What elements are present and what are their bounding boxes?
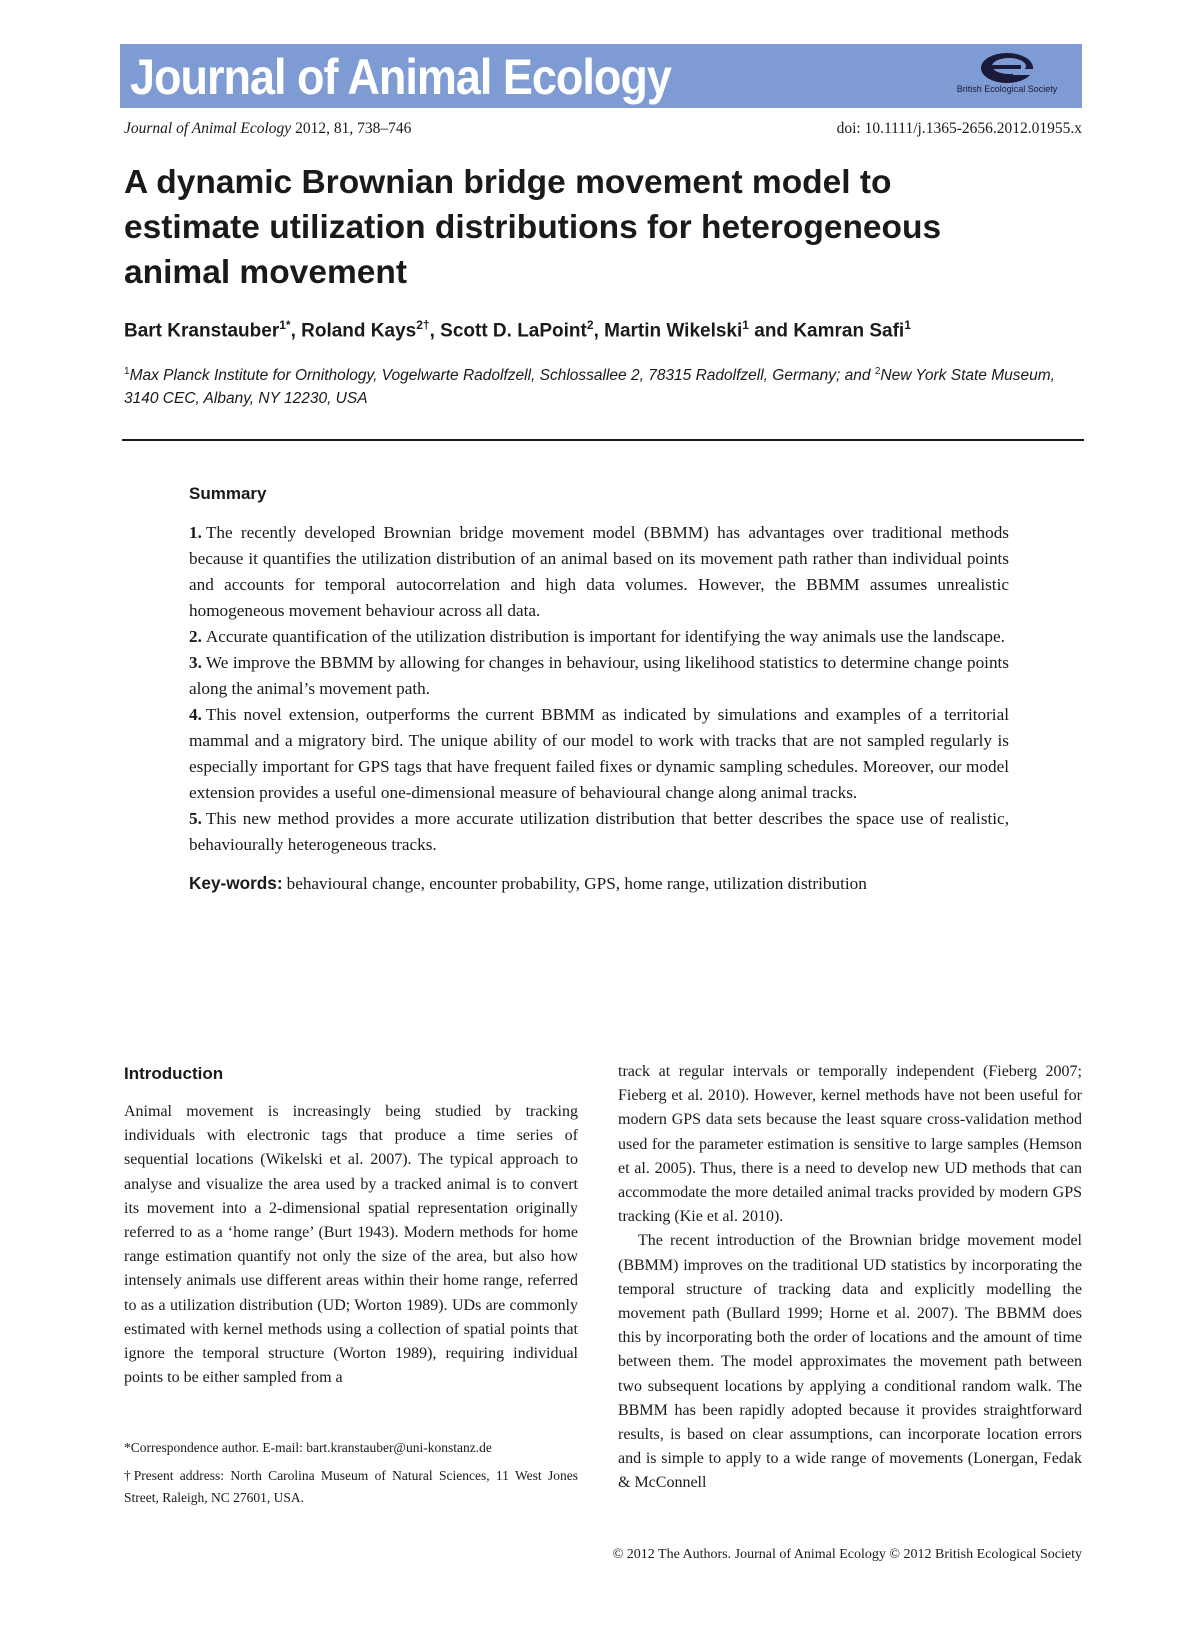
summary-item-text: This novel extension, outperforms the current BBMM as indicated by simulations and examples of a territorial mammal and a migratory bird. The unique ability of our model to work with tracks that are not sampled regularly is especially important for GPS tags that have frequent failed fixes or dynamic sampling schedules. Moreover, our model extension provides a useful one-dimensional measure of behavioural change along animal tracks. (189, 705, 1009, 802)
correspondence-footnote: *Correspondence author. E-mail: bart.kranstauber@uni-konstanz.de (124, 1440, 492, 1455)
journal-title: Journal of Animal Ecology (130, 48, 671, 106)
summary-item-text: Accurate quantification of the utilization distribution is important for identifying the way animals use the landscape. (205, 627, 1005, 646)
summary-item (189, 806, 1009, 858)
affiliation-mark-2: 2 (874, 366, 881, 377)
article-title: A dynamic Brownian bridge movement model to estimate utilization distributions for heterogeneous animal movement (124, 164, 942, 291)
affiliations (124, 360, 1084, 410)
summary-item-text: The recently developed Brownian bridge movement model (BBMM) has advantages over traditional methods because it quantifies the utilization distribution of an animal based on its movement path rather than individual points and accounts for temporal autocorrelation and high data volumes. However, the BBMM assumes unrealistic homogeneous movement behaviour across all data. (189, 523, 1009, 620)
author-name: Roland Kays (301, 320, 417, 342)
summary-section (189, 484, 1009, 897)
summary-item-number: 5. (189, 809, 202, 828)
citation-journal: Journal of Animal Ecology (124, 120, 292, 137)
summary-item-number: 2. (189, 627, 202, 646)
affiliation-text-2: New York State Museum, 3140 CEC, Albany, NY 12230, USA (124, 367, 1055, 408)
summary-item-number: 4. (189, 705, 202, 724)
affiliation-text-1: Max Planck Institute for Ornithology, Vogelwarte Radolfzell, Schlossallee 2, 78315 Radolfzell, Germany; and (129, 367, 875, 385)
copyright-footer: © 2012 The Authors. Journal of Animal Ecology © 2012 British Ecological Society (612, 1547, 1082, 1562)
author-affiliation-mark: 1* (279, 318, 291, 332)
affiliation-mark-1: 1 (124, 366, 130, 377)
summary-item (189, 650, 1009, 702)
keywords-text: behavioural change, encounter probability, GPS, home range, utilization distribution (286, 874, 867, 893)
summary-item (189, 624, 1009, 650)
author-separator: , (593, 320, 605, 342)
body-column-right (618, 1060, 1082, 1496)
body-column-left (124, 1064, 578, 1390)
footnotes (124, 1437, 578, 1515)
publisher-name: British Ecological Society (956, 84, 1058, 94)
publisher-logo (942, 50, 1072, 104)
introduction-paragraph-3: The recent introduction of the Brownian bridge movement model (BBMM) improves on the traditional UD statistics by incorporating the temporal structure of tracking data and explicitly modelling the movement path (Bullard 1999; Horne et al. 2007). The BBMM does this by incorporating both the order of locations and the amount of time between them. The model approximates the movement path between two subsequent locations by applying a conditional random walk. The BBMM has been rapidly adopted because it provides straightforward results, is based on clear assumptions, can incorporate location errors and is simple to apply to a wide range of movements (Lonergan, Fedak & McConnell (618, 1232, 1082, 1492)
summary-item (189, 520, 1009, 624)
author-affiliation-mark: 2† (416, 318, 430, 332)
doi: doi: 10.1111/j.1365-2656.2012.01955.x (836, 120, 1082, 137)
present-address-footnote: †Present address: North Carolina Museum of Natural Sciences, 11 West Jones Street, Raleigh, NC 27601, USA. (124, 1468, 578, 1505)
author-name: Kamran Safi (793, 320, 905, 342)
author-separator: and (748, 320, 794, 342)
author-separator: , (290, 320, 302, 342)
keywords-label: Key-words: (189, 873, 283, 893)
summary-item (189, 702, 1009, 806)
summary-item-text: This new method provides a more accurate utilization distribution that better describes the space use of realistic, behaviourally heterogeneous tracks. (189, 809, 1009, 854)
introduction-heading: Introduction (124, 1064, 224, 1083)
author-name: Martin Wikelski (604, 320, 743, 342)
author-affiliation-mark: 1 (904, 318, 911, 332)
header-divider (122, 439, 1084, 441)
summary-item-number: 3. (189, 653, 202, 672)
author-affiliation-mark: 2 (586, 318, 594, 332)
author-separator: , (429, 320, 441, 342)
author-affiliation-mark: 1 (742, 318, 749, 332)
journal-banner (120, 44, 1082, 108)
author-list (124, 318, 911, 342)
summary-item-text: We improve the BBMM by allowing for changes in behaviour, using likelihood statistics to determine change points along the animal’s movement path. (189, 653, 1009, 698)
citation (124, 120, 411, 138)
citation-details: 2012, 81, 738–746 (291, 120, 412, 137)
introduction-paragraph-2: track at regular intervals or temporally independent (Fieberg 2007; Fieberg et al. 2010). However, kernel methods have not been useful for modern GPS data sets because the least square cross-validation method used for the parameter estimation is sensitive to large samples (Hemson et al. 2005). Thus, there is a need to develop new UD methods that can accommodate the more detailed animal tracks provided by modern GPS tracking (Kie et al. 2010). (618, 1063, 1082, 1226)
author-name: Scott D. LaPoint (440, 320, 587, 342)
summary-list (189, 520, 1009, 858)
author-name: Bart Kranstauber (124, 320, 280, 342)
summary-item-number: 1. (189, 523, 202, 542)
summary-heading: Summary (189, 484, 267, 503)
bes-logo-icon (977, 50, 1037, 86)
introduction-paragraph-1: Animal movement is increasingly being studied by tracking individuals with electronic tags that produce a time series of sequential locations (Wikelski et al. 2007). The typical approach to analyse and visualize the area used by a tracked animal is to convert its movement into a 2-dimensional spatial representation originally referred to as a ‘home range’ (Burt 1943). Modern methods for home range estimation quantify not only the size of the area, but also how intensely animals use different areas within their home range, referred to as a utilization distribution (UD; Worton 1989). UDs are commonly estimated with kernel methods using a collection of spatial points that ignore the temporal structure (Worton 1989), requiring individual points to be either sampled from a (124, 1103, 578, 1387)
keywords (189, 870, 1009, 897)
